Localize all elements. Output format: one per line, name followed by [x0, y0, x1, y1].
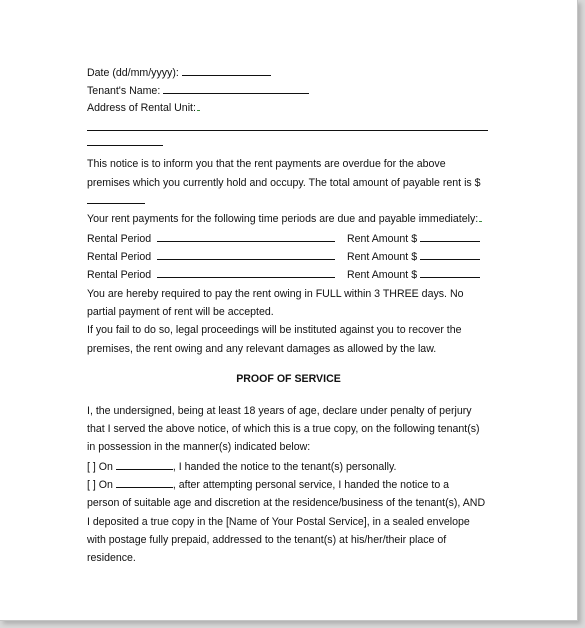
option-text: , after attempting personal service, I handed the notice to a	[172, 479, 450, 491]
option-checkbox-label[interactable]: [ ] On	[87, 479, 113, 491]
rent-row	[87, 267, 480, 282]
rental-period-field[interactable]	[157, 231, 335, 242]
rent-amount-label: Rent Amount $	[347, 233, 418, 245]
total-amount-field[interactable]	[87, 193, 145, 204]
rental-period-field[interactable]	[157, 249, 335, 260]
proof-line-7: residence.	[87, 552, 136, 564]
service-date-field[interactable]	[116, 459, 173, 470]
rent-amount-field[interactable]	[420, 249, 480, 260]
requirement-line-3: If you fail to do so, legal proceedings will be instituted against you to recover the	[87, 324, 462, 336]
option-text: , I handed the notice to the tenant(s) personally.	[172, 461, 397, 473]
rental-period-field[interactable]	[157, 267, 335, 278]
proof-line-5: I deposited a true copy in the [Name of Your Postal Service], in a sealed envelope	[87, 516, 470, 528]
spell-check-mark	[479, 217, 481, 222]
spell-check-mark	[197, 106, 199, 111]
rent-amount-label: Rent Amount $	[347, 269, 418, 281]
proof-option-personal	[87, 459, 396, 474]
proof-line-4: person of suitable age and discretion at the residence/business of the tenant(s), AND	[87, 497, 486, 509]
notice-line-4-text: Your rent payments for the following time periods are due and payable immediately:	[87, 213, 479, 225]
date-row	[87, 65, 271, 80]
proof-line-2: that I served the above notice, of which this is a true copy, on the following tenant(s)	[87, 423, 480, 435]
rental-period-label: Rental Period	[87, 269, 152, 281]
tenant-label: Tenant's Name:	[87, 85, 161, 97]
requirement-line-4: premises, the rent owing and any relevant damages as allowed by the law.	[87, 343, 437, 355]
address-label: Address of Rental Unit:	[87, 102, 196, 114]
notice-line-1: This notice is to inform you that the rent payments are overdue for the above	[87, 158, 446, 170]
proof-option-substitute	[87, 477, 449, 492]
rent-amount-field[interactable]	[420, 267, 480, 278]
date-field[interactable]	[182, 65, 271, 76]
proof-line-3: in possession in the manner(s) indicated below:	[87, 441, 311, 453]
proof-line-6: with postage fully prepaid, addressed to the tenant(s) at his/her/their place of	[87, 534, 447, 546]
option-checkbox-label[interactable]: [ ] On	[87, 461, 113, 473]
proof-of-service-heading: PROOF OF SERVICE	[236, 373, 341, 385]
rent-amount-label: Rent Amount $	[347, 251, 418, 263]
address-field[interactable]	[87, 130, 488, 131]
notice-line-4	[87, 212, 481, 226]
rent-row	[87, 249, 480, 264]
service-date-field[interactable]	[116, 477, 173, 488]
address-row	[87, 101, 199, 115]
address-field-2-row	[87, 135, 163, 150]
proof-line-1: I, the undersigned, being at least 18 years of age, declare under penalty of perjury	[87, 405, 472, 417]
rental-period-label: Rental Period	[87, 251, 152, 263]
requirement-line-2: partial payment of rent will be accepted.	[87, 306, 274, 318]
requirement-line-1: You are hereby required to pay the rent owing in FULL within 3 THREE days. No	[87, 288, 464, 300]
total-amount-row	[87, 193, 145, 208]
rent-amount-field[interactable]	[420, 231, 480, 242]
tenant-row	[87, 83, 309, 98]
tenant-name-field[interactable]	[163, 83, 309, 94]
rent-row	[87, 231, 480, 246]
rental-period-label: Rental Period	[87, 233, 152, 245]
address-field-2[interactable]	[87, 135, 163, 146]
notice-line-2: premises which you currently hold and occupy. The total amount of payable rent is $	[87, 177, 481, 189]
date-label: Date (dd/mm/yyyy):	[87, 67, 179, 79]
